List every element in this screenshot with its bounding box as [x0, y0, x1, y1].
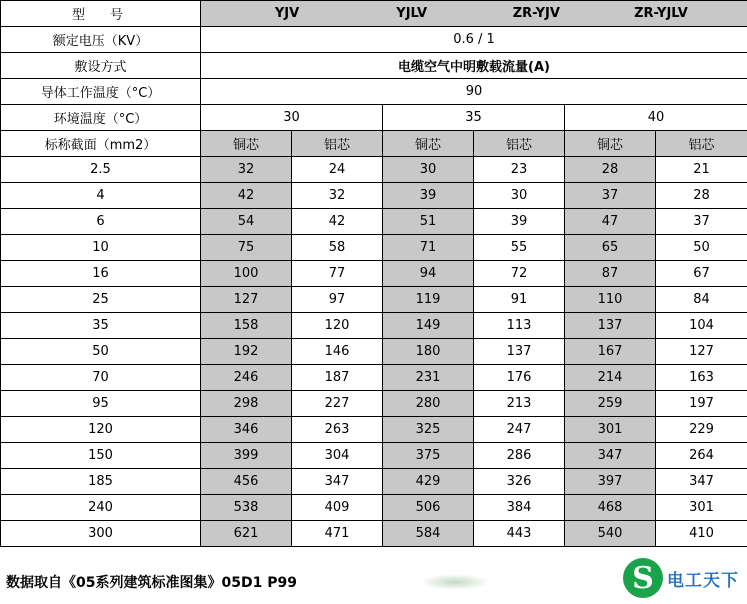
cell-value: 468 — [565, 495, 656, 521]
ambient-temp-40: 40 — [565, 105, 747, 131]
cell-value: 429 — [383, 469, 474, 495]
cell-value: 137 — [565, 313, 656, 339]
table-row — [1, 339, 747, 365]
cell-size: 35 — [1, 313, 201, 339]
cell-value: 410 — [656, 521, 747, 547]
cell-value: 39 — [383, 183, 474, 209]
core-type-al-35: 铝芯 — [474, 131, 565, 157]
table-row-laying-method — [1, 53, 747, 79]
cell-value: 28 — [565, 157, 656, 183]
source-footnote: 数据取自《05系列建筑标准图集》05D1 P99 — [6, 575, 297, 591]
cell-value: 149 — [383, 313, 474, 339]
cell-value: 456 — [201, 469, 292, 495]
cell-value: 110 — [565, 287, 656, 313]
table-row-ambient-temp — [1, 105, 747, 131]
cell-size: 120 — [1, 417, 201, 443]
table-row — [1, 209, 747, 235]
row-label-laying-method: 敷设方式 — [1, 53, 201, 79]
table-row — [1, 469, 747, 495]
cell-value: 229 — [656, 417, 747, 443]
ambient-temp-30: 30 — [201, 105, 383, 131]
model-zr-yjv: ZR-YJV — [512, 6, 560, 21]
cell-value: 23 — [474, 157, 565, 183]
cell-value: 30 — [383, 157, 474, 183]
cell-value: 584 — [383, 521, 474, 547]
cell-value: 113 — [474, 313, 565, 339]
cell-value: 50 — [656, 235, 747, 261]
table-row-core-types — [1, 131, 747, 157]
cell-value: 37 — [656, 209, 747, 235]
cell-value: 37 — [565, 183, 656, 209]
core-type-cu-30: 铜芯 — [201, 131, 292, 157]
cell-size: 185 — [1, 469, 201, 495]
cell-value: 301 — [656, 495, 747, 521]
table-row — [1, 521, 747, 547]
cell-value: 75 — [201, 235, 292, 261]
watermark-text: 电工天下 — [667, 570, 739, 591]
cell-value: 167 — [565, 339, 656, 365]
cell-value: 187 — [292, 365, 383, 391]
cell-value: 399 — [201, 443, 292, 469]
table-body — [1, 1, 747, 547]
cell-value: 227 — [292, 391, 383, 417]
table-row — [1, 365, 747, 391]
cell-value: 347 — [565, 443, 656, 469]
cell-value: 158 — [201, 313, 292, 339]
cell-value: 538 — [201, 495, 292, 521]
cell-size: 6 — [1, 209, 201, 235]
cell-value: 409 — [292, 495, 383, 521]
cell-value: 30 — [474, 183, 565, 209]
table-row — [1, 235, 747, 261]
cell-value: 42 — [201, 183, 292, 209]
cell-value: 47 — [565, 209, 656, 235]
row-label-rated-voltage: 额定电压（KV） — [1, 27, 201, 53]
cell-value: 326 — [474, 469, 565, 495]
cell-value: 163 — [656, 365, 747, 391]
core-type-cu-35: 铜芯 — [383, 131, 474, 157]
table-row — [1, 417, 747, 443]
model-names-cell — [201, 1, 747, 27]
cell-value: 443 — [474, 521, 565, 547]
cell-size: 25 — [1, 287, 201, 313]
table-row — [1, 391, 747, 417]
cell-value: 197 — [656, 391, 747, 417]
core-type-al-40: 铝芯 — [656, 131, 747, 157]
cell-value: 67 — [656, 261, 747, 287]
table-row — [1, 443, 747, 469]
cell-value: 280 — [383, 391, 474, 417]
watermark-logo-icon: S — [623, 558, 663, 598]
cell-size: 16 — [1, 261, 201, 287]
cell-value: 54 — [201, 209, 292, 235]
cell-size: 2.5 — [1, 157, 201, 183]
cell-value: 65 — [565, 235, 656, 261]
cell-size: 240 — [1, 495, 201, 521]
cell-value: 231 — [383, 365, 474, 391]
ambient-temp-35: 35 — [383, 105, 565, 131]
cell-value: 84 — [656, 287, 747, 313]
cell-value: 97 — [292, 287, 383, 313]
cell-value: 51 — [383, 209, 474, 235]
cell-size: 70 — [1, 365, 201, 391]
cell-value: 213 — [474, 391, 565, 417]
cell-value: 192 — [201, 339, 292, 365]
cell-value: 100 — [201, 261, 292, 287]
cell-value: 397 — [565, 469, 656, 495]
cell-value: 180 — [383, 339, 474, 365]
cell-value: 286 — [474, 443, 565, 469]
row-label-model: 型 号 — [1, 1, 201, 27]
table-row — [1, 157, 747, 183]
cell-value: 298 — [201, 391, 292, 417]
cell-size: 4 — [1, 183, 201, 209]
cell-value: 506 — [383, 495, 474, 521]
table-row-models — [1, 1, 747, 27]
cell-value: 347 — [292, 469, 383, 495]
cell-value: 21 — [656, 157, 747, 183]
cell-value: 32 — [292, 183, 383, 209]
cell-value: 259 — [565, 391, 656, 417]
cell-value: 263 — [292, 417, 383, 443]
row-label-conductor-temp: 导体工作温度（°C） — [1, 79, 201, 105]
core-type-cu-40: 铜芯 — [565, 131, 656, 157]
cell-value: 39 — [474, 209, 565, 235]
cell-size: 10 — [1, 235, 201, 261]
table-row — [1, 287, 747, 313]
cell-value: 247 — [474, 417, 565, 443]
table-row — [1, 313, 747, 339]
cell-value: 264 — [656, 443, 747, 469]
cell-value: 127 — [656, 339, 747, 365]
conductor-temp-value: 90 — [201, 79, 747, 105]
core-type-al-30: 铝芯 — [292, 131, 383, 157]
table-row-rated-voltage — [1, 27, 747, 53]
row-label-ambient-temp: 环境温度（°C） — [1, 105, 201, 131]
cell-value: 55 — [474, 235, 565, 261]
cell-value: 24 — [292, 157, 383, 183]
cell-value: 540 — [565, 521, 656, 547]
cell-value: 346 — [201, 417, 292, 443]
cell-value: 28 — [656, 183, 747, 209]
cell-value: 384 — [474, 495, 565, 521]
model-yjlv: YJLV — [396, 6, 428, 21]
cell-value: 42 — [292, 209, 383, 235]
laying-method-value: 电缆空气中明敷载流量(A) — [201, 53, 747, 79]
cell-value: 72 — [474, 261, 565, 287]
rated-voltage-value: 0.6 / 1 — [201, 27, 747, 53]
cell-value: 621 — [201, 521, 292, 547]
cell-size: 50 — [1, 339, 201, 365]
cell-size: 150 — [1, 443, 201, 469]
watermark-blur — [420, 574, 490, 590]
cell-value: 119 — [383, 287, 474, 313]
cell-size: 95 — [1, 391, 201, 417]
table-row — [1, 261, 747, 287]
cell-value: 32 — [201, 157, 292, 183]
cell-value: 146 — [292, 339, 383, 365]
cell-value: 120 — [292, 313, 383, 339]
cell-value: 301 — [565, 417, 656, 443]
cell-value: 214 — [565, 365, 656, 391]
cell-value: 137 — [474, 339, 565, 365]
cell-value: 77 — [292, 261, 383, 287]
table-row — [1, 495, 747, 521]
cell-value: 91 — [474, 287, 565, 313]
cell-value: 375 — [383, 443, 474, 469]
table-row — [1, 183, 747, 209]
model-yjv: YJV — [274, 6, 300, 21]
row-label-nominal-section: 标称截面（mm2） — [1, 131, 201, 157]
cell-value: 176 — [474, 365, 565, 391]
table-row-conductor-temp — [1, 79, 747, 105]
cell-value: 325 — [383, 417, 474, 443]
cell-value: 246 — [201, 365, 292, 391]
cell-value: 347 — [656, 469, 747, 495]
cell-value: 304 — [292, 443, 383, 469]
model-zr-yjlv: ZR-YJLV — [634, 6, 688, 21]
cell-value: 127 — [201, 287, 292, 313]
cell-value: 71 — [383, 235, 474, 261]
watermark — [623, 558, 739, 598]
cell-value: 94 — [383, 261, 474, 287]
cell-value: 58 — [292, 235, 383, 261]
cell-value: 471 — [292, 521, 383, 547]
cell-size: 300 — [1, 521, 201, 547]
cell-value: 104 — [656, 313, 747, 339]
cell-value: 87 — [565, 261, 656, 287]
